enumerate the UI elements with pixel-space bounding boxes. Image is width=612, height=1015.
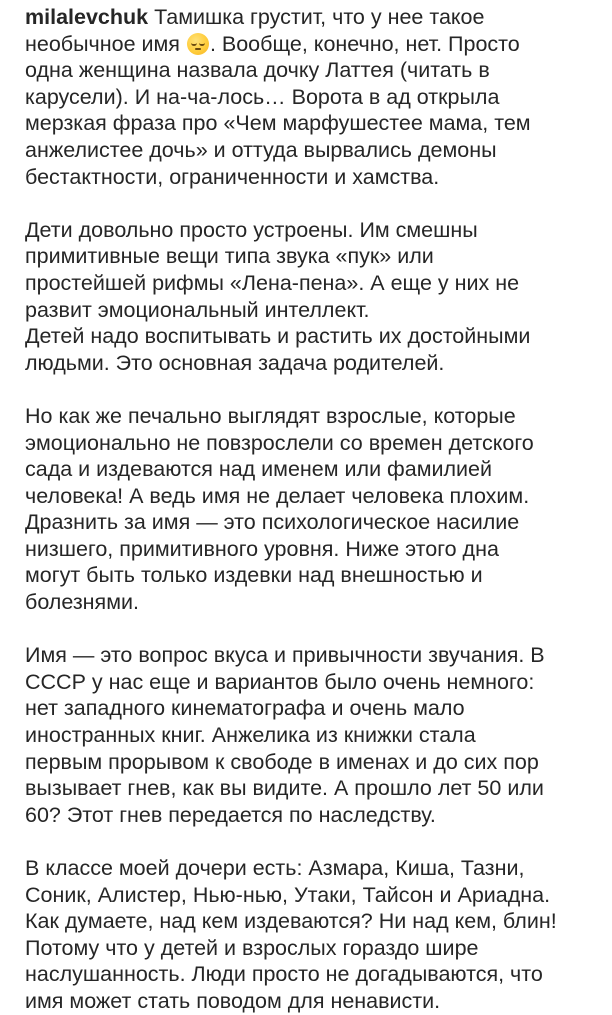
- paragraph-gap: [25, 376, 609, 403]
- caption-line: 60? Этот гнев передается по наследству.: [25, 802, 436, 827]
- caption-line: Дразнить за имя — это психологическое насилие: [25, 510, 520, 535]
- caption-line: вызывает гнев, как вы видите. А прошло лет 50 или: [25, 776, 544, 801]
- caption-line: наслушанность. Люди просто не догадываются, что: [25, 962, 543, 987]
- caption-text: . Вообще, конечно, нет. Просто: [209, 31, 520, 56]
- caption-line: Имя — это вопрос вкуса и привычности звучания. В: [25, 643, 545, 668]
- caption-line: СССР у нас еще и вариантов было очень немного:: [25, 669, 535, 694]
- caption-line: карусели). И на-ча-лось… Ворота в ад открыла: [25, 84, 500, 109]
- caption-line: сада и издеваются над именем или фамилией: [25, 457, 493, 482]
- caption-text: Тамишка грустит, что у нее такое: [148, 5, 485, 29]
- paragraph-gap: [25, 828, 609, 855]
- caption-line: человека! А ведь имя не делает человека плохим.: [25, 483, 530, 508]
- caption-line: Потому что у детей и взрослых гораздо шире: [25, 935, 479, 960]
- caption-line: В классе моей дочери есть: Азмара, Киша, Тазни,: [25, 856, 525, 880]
- caption-line: развит эмоциональный интеллект.: [25, 297, 370, 322]
- caption-paragraph-5: [25, 855, 609, 1015]
- caption-line: имя может стать поводом для ненависти.: [25, 988, 441, 1013]
- caption-line: Как думаете, над кем издеваются? Ни над кем, блин!: [25, 909, 557, 934]
- caption-line: Дети довольно просто устроены. Им смешны: [25, 217, 478, 242]
- caption-line: Соник, Алистер, Нью-нью, Утаки, Тайсон и Ариадна.: [25, 882, 551, 907]
- caption-text: необычное имя: [25, 31, 186, 56]
- pensive-face-icon: [187, 33, 209, 55]
- paragraph-gap: [25, 190, 609, 217]
- caption-line: первым прорывом к свободе в именах и до сих пор: [25, 749, 539, 774]
- caption-line: Детей надо воспитывать и растить их достойными: [25, 324, 531, 349]
- caption-line: бестактности, ограниченности и хамства.: [25, 164, 440, 189]
- post-caption: [25, 4, 609, 1015]
- caption-line: простейшей рифмы «Лена-пена». А еще у них не: [25, 270, 520, 295]
- caption-line: одна женщина назвала дочку Латтея (читать в: [25, 58, 490, 83]
- paragraph-gap: [25, 616, 609, 643]
- username-link[interactable]: milalevchuk: [25, 5, 149, 29]
- caption-line: могут быть только издевки над внешностью и: [25, 563, 483, 588]
- caption-paragraph-2: [25, 217, 609, 377]
- caption-line: низшего, примитивного уровня. Ниже этого дна: [25, 536, 499, 561]
- caption-line: анжелистее дочь» и оттуда вырвались демоны: [25, 137, 497, 162]
- caption-line: иностранных книг. Анжелика из книжки стала: [25, 723, 476, 748]
- caption-paragraph-4: [25, 642, 609, 828]
- caption-line: людьми. Это основная задача родителей.: [25, 350, 445, 375]
- caption-line: [25, 31, 609, 58]
- caption-line: болезнями.: [25, 590, 139, 615]
- caption-paragraph-1: [25, 4, 609, 190]
- caption-line: примитивные вещи типа звука «пук» или: [25, 244, 434, 269]
- caption-paragraph-3: [25, 403, 609, 616]
- caption-line: эмоционально не повзрослели со времен детского: [25, 430, 534, 455]
- caption-line: мерзкая фраза про «Чем марфушестее мама, тем: [25, 111, 531, 136]
- caption-line: нет западного кинематографа и очень мало: [25, 696, 465, 721]
- caption-line: Но как же печально выглядят взрослые, которые: [25, 403, 516, 428]
- caption-line: [25, 4, 609, 31]
